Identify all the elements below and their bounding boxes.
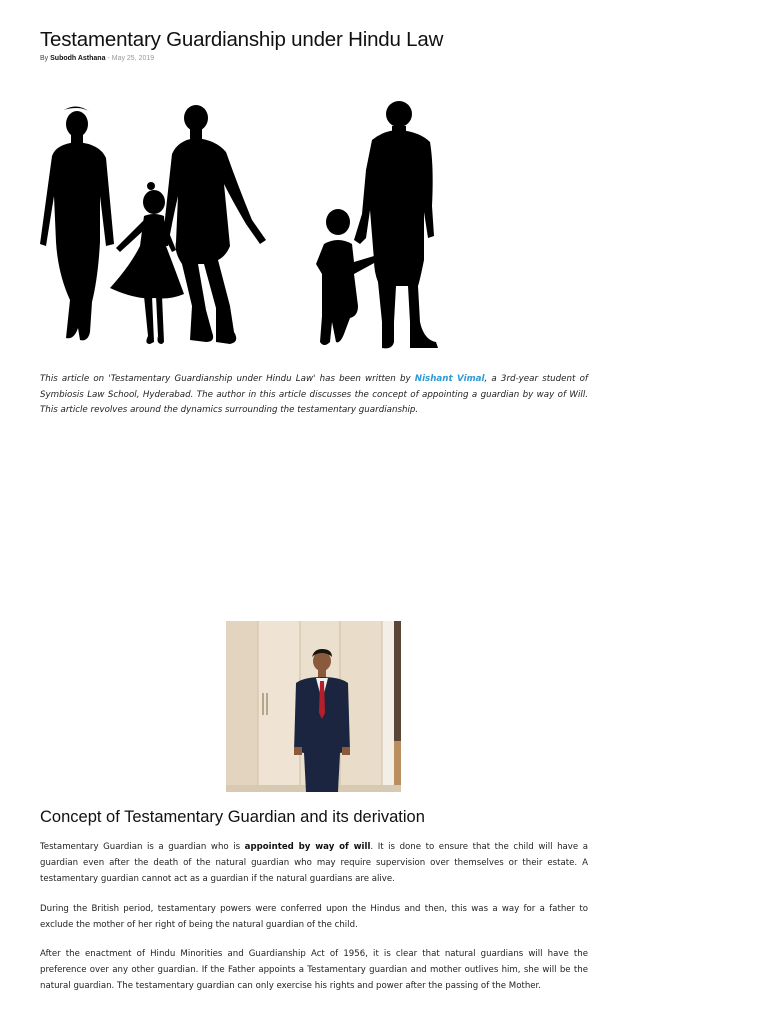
paragraph-definition bbox=[40, 839, 588, 887]
author-link[interactable]: Subodh Asthana bbox=[50, 55, 106, 62]
byline bbox=[40, 55, 154, 62]
article-intro bbox=[40, 372, 588, 419]
section-heading: Concept of Testamentary Guardian and its derivation bbox=[40, 808, 425, 826]
paragraph-enactment: After the enactment of Hindu Minorities and Guardianship Act of 1956, it is clear that natural guardians will have the preference over any other guardian. If the Father appoints a Testamentary guardian and mother outlives him, she will be the natural guardian. The testamentary guardian can only exercise his rights and power after the passing of the Mother. bbox=[40, 949, 588, 991]
paragraph-british-period: During the British period, testamentary powers were conferred upon the Hindus and then, this was a way for a father to exclude the mother of her right of being the natural guardian of the child. bbox=[40, 904, 588, 930]
byline-separator: - bbox=[107, 55, 110, 62]
p1-text-after: . It is done to ensure that the child will have a guardian even after the death of the natural guardian who may require supervision over themselves or their estate. A testamentary guardian cannot act as a guardian if the natural guardians are alive. bbox=[40, 842, 588, 884]
article-title: Testamentary Guardianship under Hindu Law bbox=[40, 28, 444, 51]
man-silhouette bbox=[354, 101, 438, 348]
byline-by: By bbox=[40, 55, 49, 62]
family-silhouette-image bbox=[40, 96, 588, 358]
intro-text-after: , a 3rd-year student of Symbiosis Law School, Hyderabad. The author in this article discusses the concept of appointing a guardian by way of Will. This article revolves around the dynamics surrounding the testamentary guardianship. bbox=[40, 374, 588, 415]
p1-text-before: Testamentary Guardian is a guardian who is bbox=[40, 842, 245, 852]
adult-silhouette-middle bbox=[162, 105, 266, 344]
intro-text-before: This article on 'Testamentary Guardianship under Hindu Law' has been written by bbox=[40, 374, 415, 384]
publish-date: May 25, 2019 bbox=[111, 55, 155, 62]
p1-bold-phrase: appointed by way of will bbox=[244, 842, 371, 852]
woman-silhouette bbox=[40, 106, 114, 340]
author-photo bbox=[226, 621, 401, 792]
author-profile-link[interactable]: Nishant Vimal bbox=[414, 374, 485, 384]
